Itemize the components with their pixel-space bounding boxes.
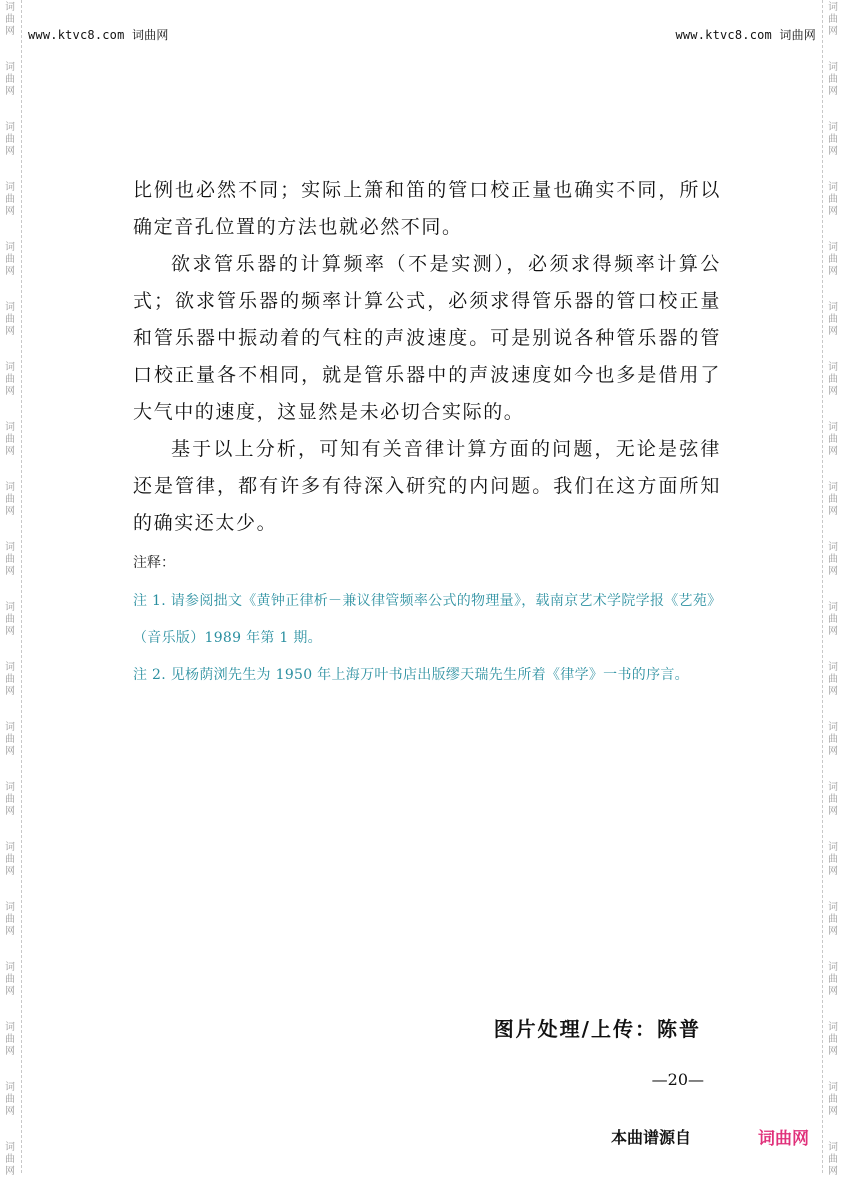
side-watermark-mark: 词 曲 网 <box>828 482 838 517</box>
body-paragraph-2 <box>133 246 721 431</box>
paragraph-text: 欲求管乐器的计算频率（不是实测），必须求得频率计算公式；欲求管乐器的频率计算公式，必须求得管乐器的管口校正量和管乐器中振动着的气柱的声波速度。可是别说各种管乐器的管口校正量各不相同，就是管乐器中的声波速度如今也多是借用了大气中的速度，这显然是未必切合实际的。 <box>133 253 721 423</box>
paragraph-text: 基于以上分析，可知有关音律计算方面的问题，无论是弦律还是管律，都有许多有待深入研究的内问题。我们在这方面所知的确实还太少。 <box>133 438 721 534</box>
side-watermark-mark: 词 曲 网 <box>5 902 15 937</box>
source-label: 本曲谱源自 <box>611 1128 692 1147</box>
side-watermark-mark: 词 曲 网 <box>5 782 15 817</box>
side-watermark-mark: 词 曲 网 <box>5 62 15 97</box>
side-watermark-mark: 词 曲 网 <box>5 2 15 37</box>
source-brand-link[interactable]: 词曲网 <box>758 1129 809 1149</box>
left-watermark-strip <box>0 0 22 1177</box>
side-watermark-mark: 词 曲 网 <box>828 1082 838 1117</box>
side-watermark-mark: 词 曲 网 <box>828 722 838 757</box>
side-watermark-mark: 词 曲 网 <box>828 182 838 217</box>
side-watermark-mark: 词 曲 网 <box>828 1142 838 1177</box>
page-number: —20— <box>651 1070 704 1089</box>
side-watermark-mark: 词 曲 网 <box>5 362 15 397</box>
side-watermark-mark: 词 曲 网 <box>5 242 15 277</box>
side-watermark-mark: 词 曲 网 <box>828 62 838 97</box>
upload-credit: 图片处理/上传：陈普 <box>493 1017 701 1041</box>
body-paragraph-1 <box>133 172 721 246</box>
side-watermark-mark: 词 曲 网 <box>5 302 15 337</box>
side-watermark-mark: 词 曲 网 <box>828 662 838 697</box>
side-watermark-mark: 词 曲 网 <box>5 1142 15 1177</box>
side-watermark-mark: 词 曲 网 <box>5 842 15 877</box>
side-watermark-mark: 词 曲 网 <box>828 362 838 397</box>
side-watermark-mark: 词 曲 网 <box>5 1022 15 1057</box>
side-watermark-mark: 词 曲 网 <box>828 422 838 457</box>
side-watermark-mark: 词 曲 网 <box>828 542 838 577</box>
side-watermark-mark: 词 曲 网 <box>828 2 838 37</box>
note-2: 注 2. 见杨荫浏先生为 1950 年上海万叶书店出版缪天瑞先生所着《律学》一书的序言。 <box>133 667 689 683</box>
note-1: 注 1. 请参阅拙文《黄钟正律析－兼议律管频率公式的物理量》，载南京艺术学院学报《艺苑》（音乐版）1989 年第 1 期。 <box>133 593 722 646</box>
side-watermark-mark: 词 曲 网 <box>828 842 838 877</box>
side-watermark-mark: 词 曲 网 <box>5 722 15 757</box>
side-watermark-mark: 词 曲 网 <box>5 602 15 637</box>
header-url-right[interactable]: www.ktvc8.com 词曲网 <box>675 28 816 42</box>
side-watermark-mark: 词 曲 网 <box>5 662 15 697</box>
side-watermark-mark: 词 曲 网 <box>5 482 15 517</box>
side-watermark-mark: 词 曲 网 <box>5 962 15 997</box>
side-watermark-mark: 词 曲 网 <box>5 182 15 217</box>
side-watermark-mark: 词 曲 网 <box>828 782 838 817</box>
side-watermark-mark: 词 曲 网 <box>5 122 15 157</box>
side-watermark-mark: 词 曲 网 <box>828 902 838 937</box>
side-watermark-mark: 词 曲 网 <box>828 602 838 637</box>
side-watermark-mark: 词 曲 网 <box>5 422 15 457</box>
side-watermark-mark: 词 曲 网 <box>828 962 838 997</box>
header-url-left[interactable]: www.ktvc8.com 词曲网 <box>28 28 169 42</box>
side-watermark-mark: 词 曲 网 <box>828 122 838 157</box>
side-watermark-mark: 词 曲 网 <box>5 542 15 577</box>
paragraph-text: 比例也必然不同；实际上箫和笛的管口校正量也确实不同，所以确定音孔位置的方法也就必然不同。 <box>133 179 721 238</box>
body-paragraph-3 <box>133 431 721 542</box>
side-watermark-mark: 词 曲 网 <box>828 242 838 277</box>
right-watermark-strip <box>822 0 844 1177</box>
side-watermark-mark: 词 曲 网 <box>828 302 838 337</box>
side-watermark-mark: 词 曲 网 <box>5 1082 15 1117</box>
notes-title: 注释： <box>133 555 175 571</box>
side-watermark-mark: 词 曲 网 <box>828 1022 838 1057</box>
